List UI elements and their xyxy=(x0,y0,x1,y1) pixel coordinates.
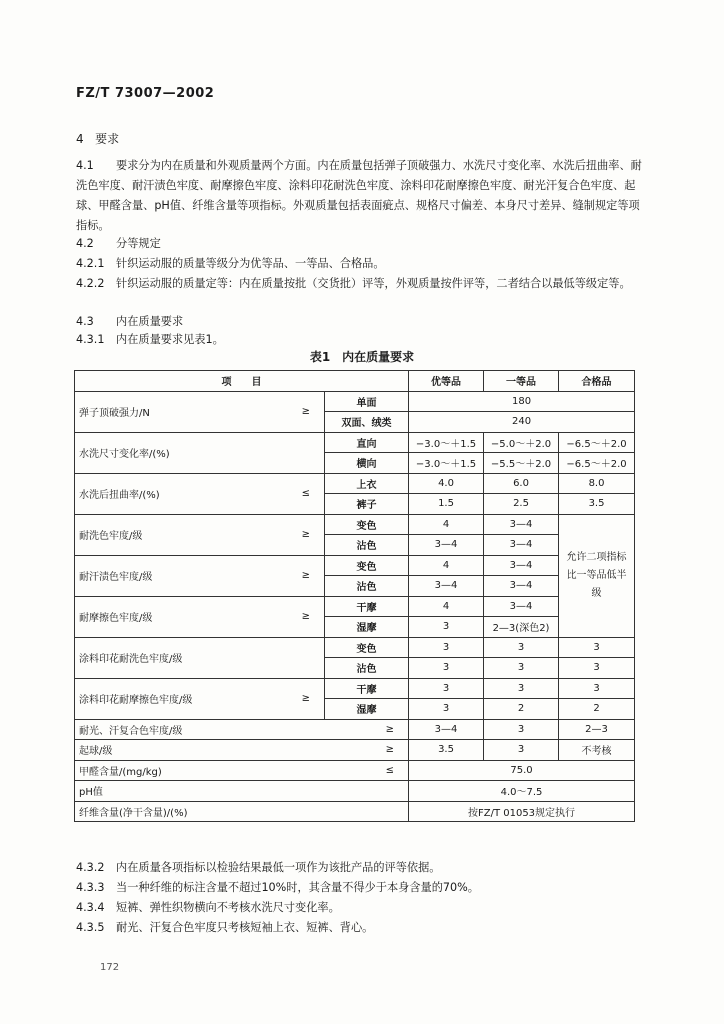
clause-number: 4.1 xyxy=(76,159,94,172)
value-cell: 4 xyxy=(409,514,484,535)
value-cell: 3 xyxy=(484,740,559,761)
sub-label: 变色 xyxy=(325,637,409,658)
row-label: 耐光、汗复合色牢度/级 xyxy=(75,719,325,740)
value-cell: −6.5～＋2.0 xyxy=(559,432,635,453)
value-cell: 3—4 xyxy=(484,596,559,617)
value-cell: 3—4 xyxy=(484,576,559,597)
value-cell: 3 xyxy=(409,658,484,679)
table-row xyxy=(75,678,635,699)
row-label: 耐洗色牢度/级 xyxy=(75,514,285,555)
table-caption: 表1 内在质量要求 xyxy=(309,350,415,364)
paragraph-4-2 xyxy=(76,234,646,254)
clause-text: 内在质量各项指标以检验结果最低一项作为该批产品的评等依据。 xyxy=(116,861,441,874)
value-cell: 4.0 xyxy=(409,473,484,494)
value-cell: 3 xyxy=(484,658,559,679)
value-cell: 2—3 xyxy=(559,719,635,740)
comparison-symbol: ≥ xyxy=(285,514,325,555)
sub-label: 干摩 xyxy=(325,678,409,699)
comparison-symbol xyxy=(325,801,409,822)
section-heading xyxy=(76,130,119,147)
sub-label: 直向 xyxy=(325,432,409,453)
paragraph-4-2-2 xyxy=(76,274,646,294)
clause-text: 分等规定 xyxy=(116,237,161,250)
comparison-symbol: ≥ xyxy=(285,678,325,719)
value-cell: 3 xyxy=(409,678,484,699)
row-label: 涂料印花耐洗色牢度/级 xyxy=(75,637,285,678)
value-cell: 3 xyxy=(559,637,635,658)
clause-text: 针织运动服的质量定等：内在质量按批（交货批）评等，外观质量按件评等，二者结合以最低等级定等。 xyxy=(116,277,631,290)
row-label: 甲醛含量/(mg/kg) xyxy=(75,760,325,781)
value-cell: 1.5 xyxy=(409,494,484,515)
page-header: FZ/T 73007—2002 xyxy=(76,86,215,101)
sub-label: 双面、绒类 xyxy=(325,412,409,433)
table-row xyxy=(75,473,635,494)
sub-label: 沾色 xyxy=(325,658,409,679)
value-cell: 3 xyxy=(484,637,559,658)
page-number: 172 xyxy=(100,962,120,973)
comparison-symbol xyxy=(325,781,409,802)
value-cell: 3 xyxy=(409,617,484,638)
sub-label: 干摩 xyxy=(325,596,409,617)
value-cell: 3 xyxy=(559,658,635,679)
table-row xyxy=(75,781,635,802)
value-cell: 240 xyxy=(409,412,635,433)
comparison-symbol: ≤ xyxy=(285,473,325,514)
value-cell: 3.5 xyxy=(559,494,635,515)
sub-label: 裤子 xyxy=(325,494,409,515)
value-cell: 3 xyxy=(484,719,559,740)
row-label: 耐摩擦色牢度/级 xyxy=(75,596,285,637)
table-row xyxy=(75,801,635,822)
paragraph-4-3-1 xyxy=(76,330,646,350)
comparison-symbol: ≥ xyxy=(285,391,325,432)
value-cell: 3—4 xyxy=(409,576,484,597)
row-label: 弹子顶破强力/N xyxy=(75,391,285,432)
table-row xyxy=(75,555,635,576)
table-header-row xyxy=(75,371,635,392)
value-cell: 3.5 xyxy=(409,740,484,761)
clause-text: 耐光、汗复合色牢度只考核短袖上衣、短裤、背心。 xyxy=(116,921,374,934)
paragraph-4-1 xyxy=(76,156,646,236)
comparison-symbol: ≤ xyxy=(325,760,409,781)
value-cell: 3—4 xyxy=(484,535,559,556)
row-label: pH值 xyxy=(75,781,325,802)
table-row xyxy=(75,391,635,412)
clause-text: 当一种纤维的标注含量不超过10%时，其含量不得少于本身含量的70%。 xyxy=(116,881,479,894)
value-cell: −5.5～＋2.0 xyxy=(484,453,559,474)
value-cell: 180 xyxy=(409,391,635,412)
row-label: 水洗后扭曲率/(%) xyxy=(75,473,285,514)
table-row xyxy=(75,432,635,453)
comparison-symbol xyxy=(285,637,325,678)
value-cell: 2.5 xyxy=(484,494,559,515)
value-cell: 75.0 xyxy=(409,760,635,781)
comparison-symbol: ≥ xyxy=(285,555,325,596)
row-label: 涂料印花耐摩擦色牢度/级 xyxy=(75,678,285,719)
value-cell: 4 xyxy=(409,596,484,617)
table-row xyxy=(75,760,635,781)
value-cell: 2—3(深色2) xyxy=(484,617,559,638)
value-cell: 按FZ/T 01053规定执行 xyxy=(409,801,635,822)
clause-text: 内在质量要求见表1。 xyxy=(116,333,224,346)
value-cell: −6.5～＋2.0 xyxy=(559,453,635,474)
paragraph-4-3-4 xyxy=(76,898,646,918)
row-label: 耐汗渍色牢度/级 xyxy=(75,555,285,596)
comparison-symbol: ≥ xyxy=(325,740,409,761)
value-cell: 不考核 xyxy=(559,740,635,761)
clause-number: 4.2.2 xyxy=(76,277,105,290)
header-grade-premium: 优等品 xyxy=(409,371,484,392)
clause-text: 针织运动服的质量等级分为优等品、一等品、合格品。 xyxy=(116,257,385,270)
value-cell: 6.0 xyxy=(484,473,559,494)
value-cell: −3.0～＋1.5 xyxy=(409,432,484,453)
sub-label: 沾色 xyxy=(325,535,409,556)
value-cell: 3 xyxy=(559,678,635,699)
value-cell: 2 xyxy=(484,699,559,720)
sub-label: 上衣 xyxy=(325,473,409,494)
sub-label: 变色 xyxy=(325,555,409,576)
clause-number: 4.3.3 xyxy=(76,881,105,894)
sub-label: 变色 xyxy=(325,514,409,535)
section-number: 4 xyxy=(76,132,84,146)
comparison-symbol: ≥ xyxy=(285,596,325,637)
sub-label: 单面 xyxy=(325,391,409,412)
table-row xyxy=(75,740,635,761)
sub-label: 沾色 xyxy=(325,576,409,597)
header-item: 项 目 xyxy=(75,371,409,392)
clause-number: 4.3.5 xyxy=(76,921,105,934)
value-cell: 3 xyxy=(409,637,484,658)
row-label: 纤维含量(净干含量)/(%) xyxy=(75,801,325,822)
value-cell: −3.0～＋1.5 xyxy=(409,453,484,474)
value-cell: 4.0～7.5 xyxy=(409,781,635,802)
clause-text: 短裤、弹性织物横向不考核水洗尺寸变化率。 xyxy=(116,901,340,914)
value-cell: 3—4 xyxy=(484,555,559,576)
value-cell: 4 xyxy=(409,555,484,576)
sub-label: 横向 xyxy=(325,453,409,474)
header-grade-qualified: 合格品 xyxy=(559,371,635,392)
clause-text: 内在质量要求 xyxy=(116,315,184,328)
table-row xyxy=(75,514,635,535)
clause-text: 要求分为内在质量和外观质量两个方面。内在质量包括弹子顶破强力、水洗尺寸变化率、水洗后扭曲率、耐洗色牢度、耐汗渍色牢度、耐摩擦色牢度、涂料印花耐洗色牢度、涂料印花耐摩擦色牢度、耐光汗复合色牢度、起球、甲醛含量、pH值、纤维含量等项指标。外观质量包括表面疵点、规格尺寸偏差、本身尺寸差异、缝制规定等项指标。 xyxy=(76,159,642,232)
value-cell: −5.0～＋2.0 xyxy=(484,432,559,453)
section-title: 要求 xyxy=(95,132,120,146)
value-cell: 3 xyxy=(409,699,484,720)
quality-table xyxy=(74,370,635,822)
table-row xyxy=(75,596,635,617)
clause-number: 4.3.4 xyxy=(76,901,105,914)
paragraph-4-3-3 xyxy=(76,878,646,898)
row-label: 起球/级 xyxy=(75,740,325,761)
table-row xyxy=(75,719,635,740)
value-cell: 8.0 xyxy=(559,473,635,494)
row-label: 水洗尺寸变化率/(%) xyxy=(75,432,285,473)
clause-number: 4.3.2 xyxy=(76,861,105,874)
paragraph-4-3-2 xyxy=(76,858,646,878)
value-cell: 2 xyxy=(559,699,635,720)
comparison-symbol xyxy=(285,432,325,473)
clause-number: 4.3 xyxy=(76,315,94,328)
paragraph-4-3-5 xyxy=(76,918,646,938)
clause-number: 4.2 xyxy=(76,237,94,250)
table-row xyxy=(75,637,635,658)
sub-label: 湿摩 xyxy=(325,699,409,720)
paragraph-4-2-1 xyxy=(76,254,646,274)
value-cell: 3—4 xyxy=(484,514,559,535)
value-cell: 3 xyxy=(484,678,559,699)
value-cell: 3—4 xyxy=(409,535,484,556)
value-cell: 3—4 xyxy=(409,719,484,740)
paragraph-4-3 xyxy=(76,312,646,332)
qualified-grade-note: 允许二项指标比一等品低半级 xyxy=(559,514,635,637)
comparison-symbol: ≥ xyxy=(325,719,409,740)
header-grade-first: 一等品 xyxy=(484,371,559,392)
clause-number: 4.3.1 xyxy=(76,333,105,346)
clause-number: 4.2.1 xyxy=(76,257,105,270)
sub-label: 湿摩 xyxy=(325,617,409,638)
